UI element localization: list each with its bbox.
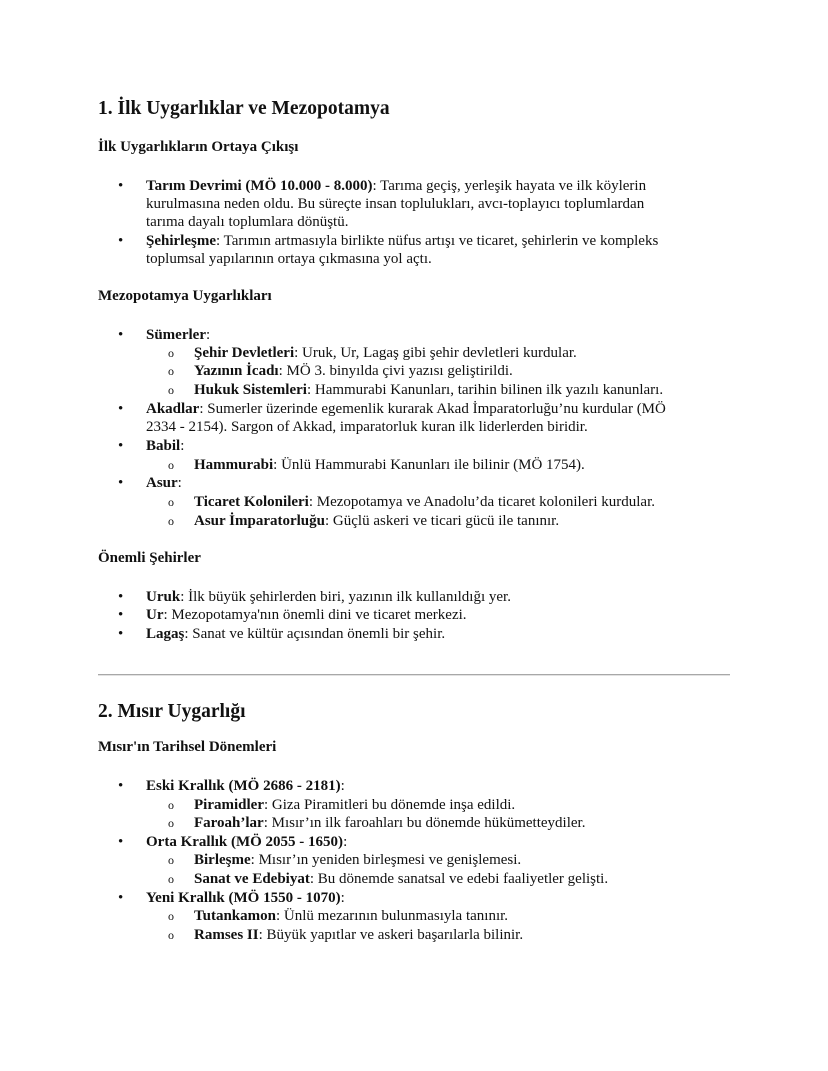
sub-item-term: Tutankamon (194, 908, 276, 924)
list-item-babil (146, 437, 184, 455)
sub-item-hammurabi (194, 456, 585, 474)
sub-item-text: : Ünlü Hammurabi Kanunları ile bilinir (MÖ 1754). (273, 457, 585, 473)
list-item-term: Yeni Krallık (MÖ 1550 - 1070) (146, 890, 341, 906)
list-item-term: Akadlar (146, 401, 200, 417)
list-item-orta-krallik (146, 833, 347, 851)
sub-item-text: : MÖ 3. binyılda çivi yazısı geliştirildi. (278, 363, 513, 379)
bullet-icon (118, 437, 123, 455)
sub-item-term: Yazının İcadı (194, 363, 279, 379)
section-1-title: 1. İlk Uygarlıklar ve Mezopotamya (98, 98, 390, 119)
list-item-term: Eski Krallık (MÖ 2686 - 2181) (146, 778, 341, 794)
list-item-term: Tarım Devrimi (MÖ 10.000 - 8.000) (146, 178, 373, 194)
subsection-heading-onemli-sehirler: Önemli Şehirler (98, 550, 201, 566)
bullet-icon (118, 588, 123, 606)
sub-item-term: Asur İmparatorluğu (194, 513, 325, 529)
sub-item-term: Hammurabi (194, 457, 274, 473)
list-item-term: Ur (146, 607, 164, 623)
sub-item-ramses-ii (194, 926, 523, 944)
bullet-icon (118, 400, 123, 418)
list-item-lagas (146, 625, 445, 643)
sub-item-tutankamon (194, 907, 508, 925)
sub-item-text: : Büyük yapıtlar ve askeri başarılarla bilinir. (258, 927, 524, 943)
list-item-term: Orta Krallık (MÖ 2055 - 1650) (146, 834, 344, 850)
sub-item-text: : Mezopotamya ve Anadolu’da ticaret kolonileri kurdular. (308, 494, 655, 510)
bullet-icon (118, 326, 123, 344)
list-item-tarim-devrimi (146, 177, 646, 195)
sub-item-text: : Mısır’ın ilk faroahları bu dönemde hükümetteydiler. (263, 815, 586, 831)
bullet-icon (118, 777, 123, 795)
sub-item-asur-imparatorlugu (194, 512, 559, 530)
sub-bullet-icon (168, 814, 174, 832)
sub-item-yazinin-icadi (194, 362, 513, 380)
sub-item-term: Şehir Devletleri (194, 345, 295, 361)
sub-item-term: Birleşme (194, 852, 251, 868)
list-item-text: : (180, 438, 185, 454)
list-item-text: : Sumerler üzerinde egemenlik kurarak Akad İmparatorluğu’nu kurdular (MÖ (199, 401, 666, 417)
bullet-icon (118, 474, 123, 492)
list-item-text: : İlk büyük şehirlerden biri, yazının ilk kullanıldığı yer. (180, 589, 511, 605)
list-item-text: : (205, 327, 211, 343)
sub-bullet-icon (168, 344, 174, 362)
horizontal-rule (98, 674, 730, 676)
sub-item-term: Piramidler (194, 797, 264, 813)
subsection-heading-misir-donemleri: Mısır'ın Tarihsel Dönemleri (98, 739, 277, 755)
list-item-sumerler (146, 326, 210, 344)
section-2-title: 2. Mısır Uygarlığı (98, 701, 246, 722)
list-item-text-continued: toplumsal yapılarının ortaya çıkmasına yol açtı. (146, 251, 432, 267)
list-item-term: Asur (146, 475, 178, 491)
bullet-icon (118, 606, 123, 624)
list-item-yeni-krallik (146, 889, 345, 907)
list-item-eski-krallik (146, 777, 345, 795)
list-item-text: : Tarımın artmasıyla birlikte nüfus artışı ve ticaret, şehirlerin ve kompleks (215, 233, 659, 249)
sub-bullet-icon (168, 851, 174, 869)
list-item-text-continued: kurulmasına neden oldu. Bu süreçte insan toplulukları, avcı-toplayıcı toplumlardan (146, 196, 645, 212)
list-item-term: Babil (146, 438, 181, 454)
sub-item-text: : Hammurabi Kanunları, tarihin bilinen ilk yazılı kanunları. (306, 382, 664, 398)
sub-bullet-icon (168, 907, 174, 925)
sub-item-text: : Mısır’ın yeniden birleşmesi ve genişlemesi. (250, 852, 522, 868)
sub-bullet-icon (168, 381, 174, 399)
list-item-text: : (177, 475, 182, 491)
sub-bullet-icon (168, 870, 174, 888)
sub-bullet-icon (168, 456, 174, 474)
sub-item-text: : Uruk, Ur, Lagaş gibi şehir devletleri kurdular. (294, 345, 577, 361)
list-item-sehirlesme (146, 232, 658, 250)
subsection-heading-mezopotamya: Mezopotamya Uygarlıkları (98, 288, 272, 304)
list-item-akadlar (146, 400, 666, 418)
list-item-uruk (146, 588, 511, 606)
sub-item-ticaret-kolonileri (194, 493, 655, 511)
sub-item-piramidler (194, 796, 515, 814)
subsection-heading-ilk-uygarliklar: İlk Uygarlıkların Ortaya Çıkışı (98, 139, 299, 155)
sub-bullet-icon (168, 512, 174, 530)
sub-item-text: : Güçlü askeri ve ticari gücü ile tanınır. (325, 513, 560, 529)
list-item-term: Lagaş (146, 626, 185, 642)
bullet-icon (118, 177, 123, 195)
list-item-text: : Sanat ve kültür açısından önemli bir şehir. (184, 626, 446, 642)
sub-item-text: : Bu dönemde sanatsal ve edebi faaliyetler gelişti. (309, 871, 609, 887)
sub-item-hukuk-sistemleri (194, 381, 663, 399)
sub-item-term: Faroah’lar (194, 815, 264, 831)
sub-item-sanat-ve-edebiyat (194, 870, 608, 888)
sub-item-term: Ramses II (194, 927, 259, 943)
sub-item-birlesme (194, 851, 521, 869)
sub-bullet-icon (168, 796, 174, 814)
list-item-text: : (343, 834, 348, 850)
sub-bullet-icon (168, 362, 174, 380)
sub-item-text: : Ünlü mezarının bulunmasıyla tanınır. (276, 908, 509, 924)
list-item-asur (146, 474, 182, 492)
sub-item-term: Ticaret Kolonileri (194, 494, 309, 510)
sub-item-sehir-devletleri (194, 344, 577, 362)
list-item-term: Şehirleşme (146, 233, 216, 249)
bullet-icon (118, 889, 123, 907)
sub-item-term: Sanat ve Edebiyat (194, 871, 310, 887)
list-item-text-continued: 2334 - 2154). Sargon of Akkad, imparatorluk kuran ilk liderlerden biridir. (146, 419, 588, 435)
list-item-term: Uruk (146, 589, 181, 605)
sub-bullet-icon (168, 493, 174, 511)
sub-item-term: Hukuk Sistemleri (194, 382, 307, 398)
list-item-ur (146, 606, 467, 624)
sub-item-faroahlar (194, 814, 585, 832)
bullet-icon (118, 625, 123, 643)
sub-item-text: : Giza Piramitleri bu dönemde inşa edildi. (263, 797, 516, 813)
list-item-text: : Mezopotamya'nın önemli dini ve ticaret merkezi. (163, 607, 467, 623)
bullet-icon (118, 833, 123, 851)
sub-bullet-icon (168, 926, 174, 944)
list-item-term: Sümerler (146, 327, 206, 343)
list-item-text-continued: tarıma dayalı toplumlara dönüştü. (146, 214, 349, 230)
list-item-text: : (340, 890, 345, 906)
list-item-text: : Tarıma geçiş, yerleşik hayata ve ilk köylerin (372, 178, 647, 194)
list-item-text: : (340, 778, 345, 794)
bullet-icon (118, 232, 123, 250)
